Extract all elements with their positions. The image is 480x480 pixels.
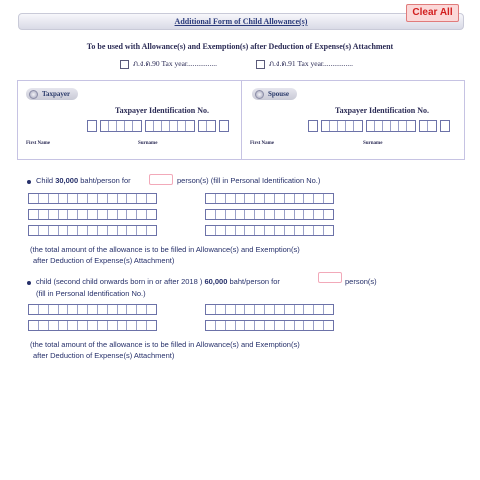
section2-text-a: child (second child onwards born in or after 2018 ) [36,277,205,286]
taxpayer-panel [17,80,242,160]
tax-year-91-label: ภ.ง.ด.91 Tax year................ [269,59,353,68]
tin-segment[interactable] [419,120,437,132]
tin-segment[interactable] [198,120,216,132]
section1-note-1: (the total amount of the allowance is to be filled in Allowance(s) and Exemption(s) [30,245,300,254]
section1-id-row[interactable] [28,225,157,236]
section2-id-row[interactable] [28,304,157,315]
spouse-radio-icon [255,90,264,99]
section1-id-row[interactable] [28,209,157,220]
section1-text-c: person(s) (fill in Personal Identification No.) [177,176,321,185]
form-title-bar [18,13,464,30]
tax-year-option-91[interactable] [256,58,353,70]
section2-bullet-icon [27,281,31,285]
section2-id-row[interactable] [28,320,157,331]
section2-text-d: (fill in Personal Identification No.) [36,289,146,298]
section1-id-row[interactable] [205,193,334,204]
section2-note-2: after Deduction of Expense(s) Attachment) [33,351,175,360]
tin-segment[interactable] [145,120,195,132]
spouse-first-name-label: First Name [250,141,275,146]
section1-text-a: Child [36,176,56,185]
section1-bullet-icon [27,180,31,184]
section2-text-b: baht/person for [227,277,280,286]
section2-id-row[interactable] [205,304,334,315]
tin-segment[interactable] [100,120,142,132]
tax-year-91-checkbox[interactable] [256,60,265,69]
spouse-tag [252,88,297,100]
tin-segment[interactable] [87,120,97,132]
tax-year-90-checkbox[interactable] [120,60,129,69]
section1-note-2: after Deduction of Expense(s) Attachment) [33,256,175,265]
taxpayer-surname-label: Surname [138,141,158,146]
spouse-tag-label: Spouse [268,90,290,98]
form-title: Additional Form of Child Allowance(s) [174,17,308,26]
clear-all-button[interactable]: Clear All [406,4,459,22]
section2-id-row[interactable] [205,320,334,331]
section2-text-c: person(s) [345,277,377,286]
taxpayer-first-name-label: First Name [26,141,51,146]
section1-line [36,176,131,186]
section1-id-row[interactable] [205,225,334,236]
section1-text-b: baht/person for [78,176,131,185]
tin-segment[interactable] [321,120,363,132]
tax-year-90-label: ภ.ง.ด.90 Tax year................ [133,59,217,68]
section2-amount: 60,000 [204,277,228,286]
tin-segment[interactable] [366,120,416,132]
spouse-surname-label: Surname [363,141,383,146]
spouse-panel [242,80,465,160]
tin-segment[interactable] [219,120,229,132]
section2-note-1: (the total amount of the allowance is to be filled in Allowance(s) and Exemption(s) [30,340,300,349]
tin-segment[interactable] [440,120,450,132]
section2-line [36,277,280,287]
form-subtitle: To be used with Allowance(s) and Exemption(s) after Deduction of Expense(s) Attachment [86,42,394,51]
taxpayer-radio-icon [29,90,38,99]
taxpayer-tag-label: Taxpayer [42,90,71,98]
section1-count-input[interactable] [149,174,173,185]
tax-year-option-90[interactable] [120,58,217,70]
spouse-tin-label: Taxpayer Identification No. [335,106,430,115]
section1-amount: 30,000 [55,176,79,185]
tin-segment[interactable] [308,120,318,132]
section2-count-input[interactable] [318,272,342,283]
section1-id-row[interactable] [205,209,334,220]
section1-id-row[interactable] [28,193,157,204]
taxpayer-tin-label: Taxpayer Identification No. [115,106,210,115]
taxpayer-tin-input[interactable] [87,120,229,132]
spouse-tin-input[interactable] [308,120,450,132]
taxpayer-tag [26,88,78,100]
